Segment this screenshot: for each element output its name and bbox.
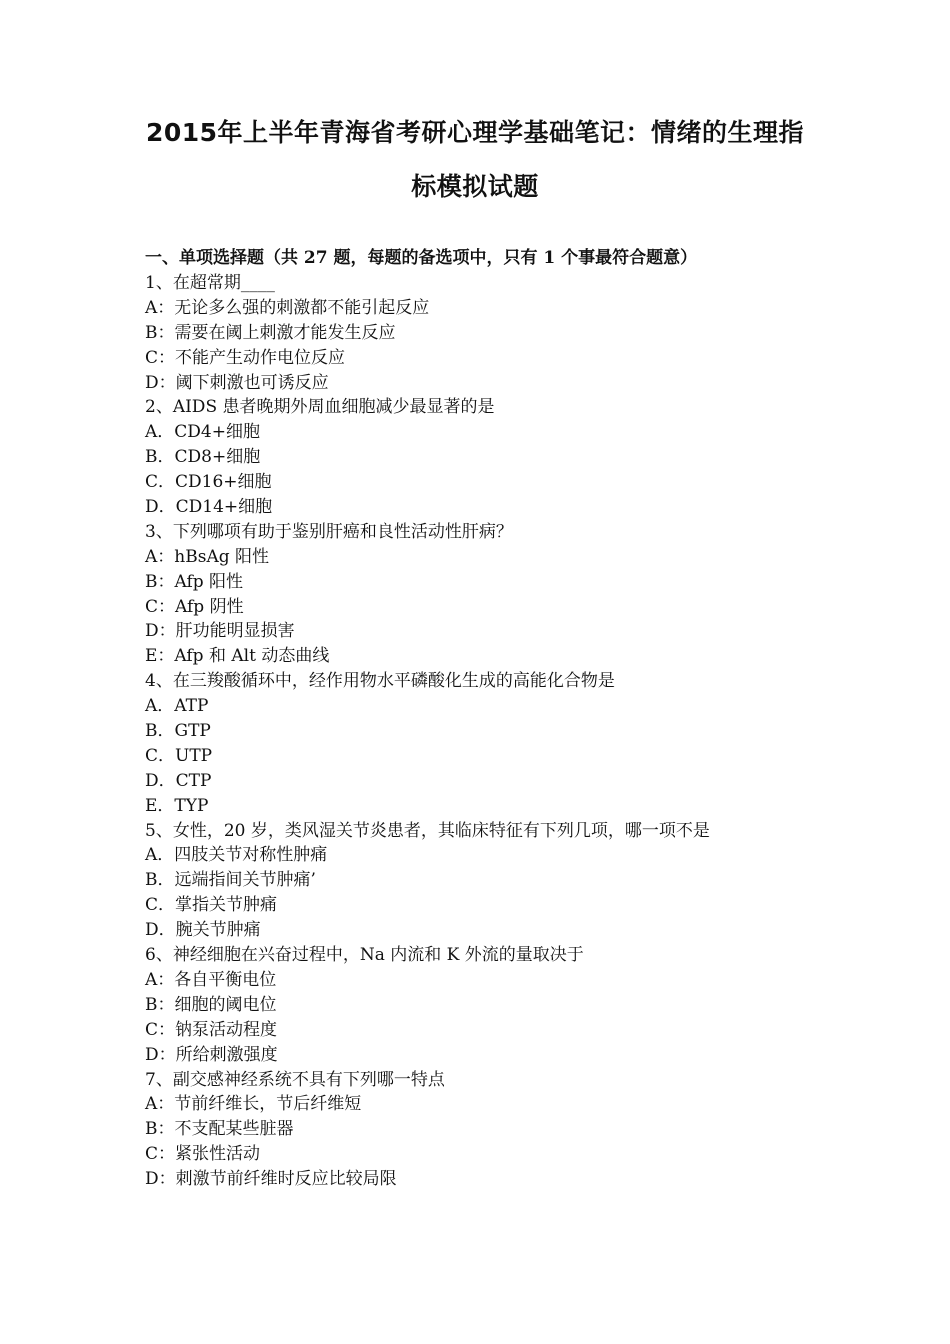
document-line: D：刺激节前纤维时反应比较局限 xyxy=(145,1169,397,1190)
document-line: A．四肢关节对称性肿痛 xyxy=(145,845,328,866)
document-line: B：需要在阈上刺激才能发生反应 xyxy=(145,322,396,343)
document-line: B．GTP xyxy=(145,721,211,742)
document-line: C：钠泵活动程度 xyxy=(145,1019,278,1040)
document-line: C．掌指关节肿痛 xyxy=(145,895,278,916)
document-line: B：不支配某些脏器 xyxy=(145,1119,294,1140)
document-line: E：Afp 和 Alt 动态曲线 xyxy=(145,646,330,667)
document-line: C．UTP xyxy=(145,745,213,766)
document-line: 3、下列哪项有助于鉴别肝癌和良性活动性肝病？ xyxy=(145,521,513,542)
document-line: A．CD4+细胞 xyxy=(145,422,260,443)
document-line: E．TYP xyxy=(145,795,209,816)
document-line: 5、女性，20 岁，类风湿关节炎患者，其临床特征有下列几项，哪一项不是 xyxy=(145,820,710,841)
section-heading: 一、单项选择题（共 27 题，每题的备选项中，只有 1 个事最符合题意） xyxy=(145,248,698,268)
document-line: B．CD8+细胞 xyxy=(145,447,261,468)
document-line: C．CD16+细胞 xyxy=(145,472,272,493)
document-line: 4、在三羧酸循环中，经作用物水平磷酸化生成的高能化合物是 xyxy=(145,671,615,692)
document-line: A．ATP xyxy=(145,696,209,717)
document-line: C：不能产生动作电位反应 xyxy=(145,347,346,368)
question-list xyxy=(145,271,845,1192)
document-line: C：紧张性活动 xyxy=(145,1144,261,1165)
document-line: 6、神经细胞在兴奋过程中，Na 内流和 K 外流的量取决于 xyxy=(145,945,584,966)
document-title-line-1: 2015年上半年青海省考研心理学基础笔记：情绪的生理指 xyxy=(145,118,805,147)
document-line: 1、在超常期____ xyxy=(145,273,275,293)
document-line: D．CTP xyxy=(145,770,212,791)
document-line: 7、副交感神经系统不具有下列哪一特点 xyxy=(145,1069,445,1090)
document-line: A：各自平衡电位 xyxy=(145,969,277,990)
document-title-line-2: 标模拟试题 xyxy=(411,172,539,201)
document-line: D：阈下刺激也可诱反应 xyxy=(145,372,329,393)
document-line: D：所给刺激强度 xyxy=(145,1044,278,1065)
document-line: B：Afp 阳性 xyxy=(145,571,244,592)
document-line: B：细胞的阈电位 xyxy=(145,994,277,1015)
document-line: A：hBsAg 阳性 xyxy=(145,546,270,567)
document-line: D．腕关节肿痛 xyxy=(145,920,261,941)
document-line: C：Afp 阴性 xyxy=(145,596,244,617)
document-line: D．CD14+细胞 xyxy=(145,497,273,518)
document-line: A：无论多么强的刺激都不能引起反应 xyxy=(145,297,430,318)
document-line: D：肝功能明显损害 xyxy=(145,621,295,642)
document-line: 2、AIDS 患者晚期外周血细胞减少最显著的是 xyxy=(145,397,495,418)
document-line: A：节前纤维长，节后纤维短 xyxy=(145,1094,362,1115)
document-line: B．远端指间关节肿痛’ xyxy=(145,870,316,891)
document-body xyxy=(145,246,845,1192)
